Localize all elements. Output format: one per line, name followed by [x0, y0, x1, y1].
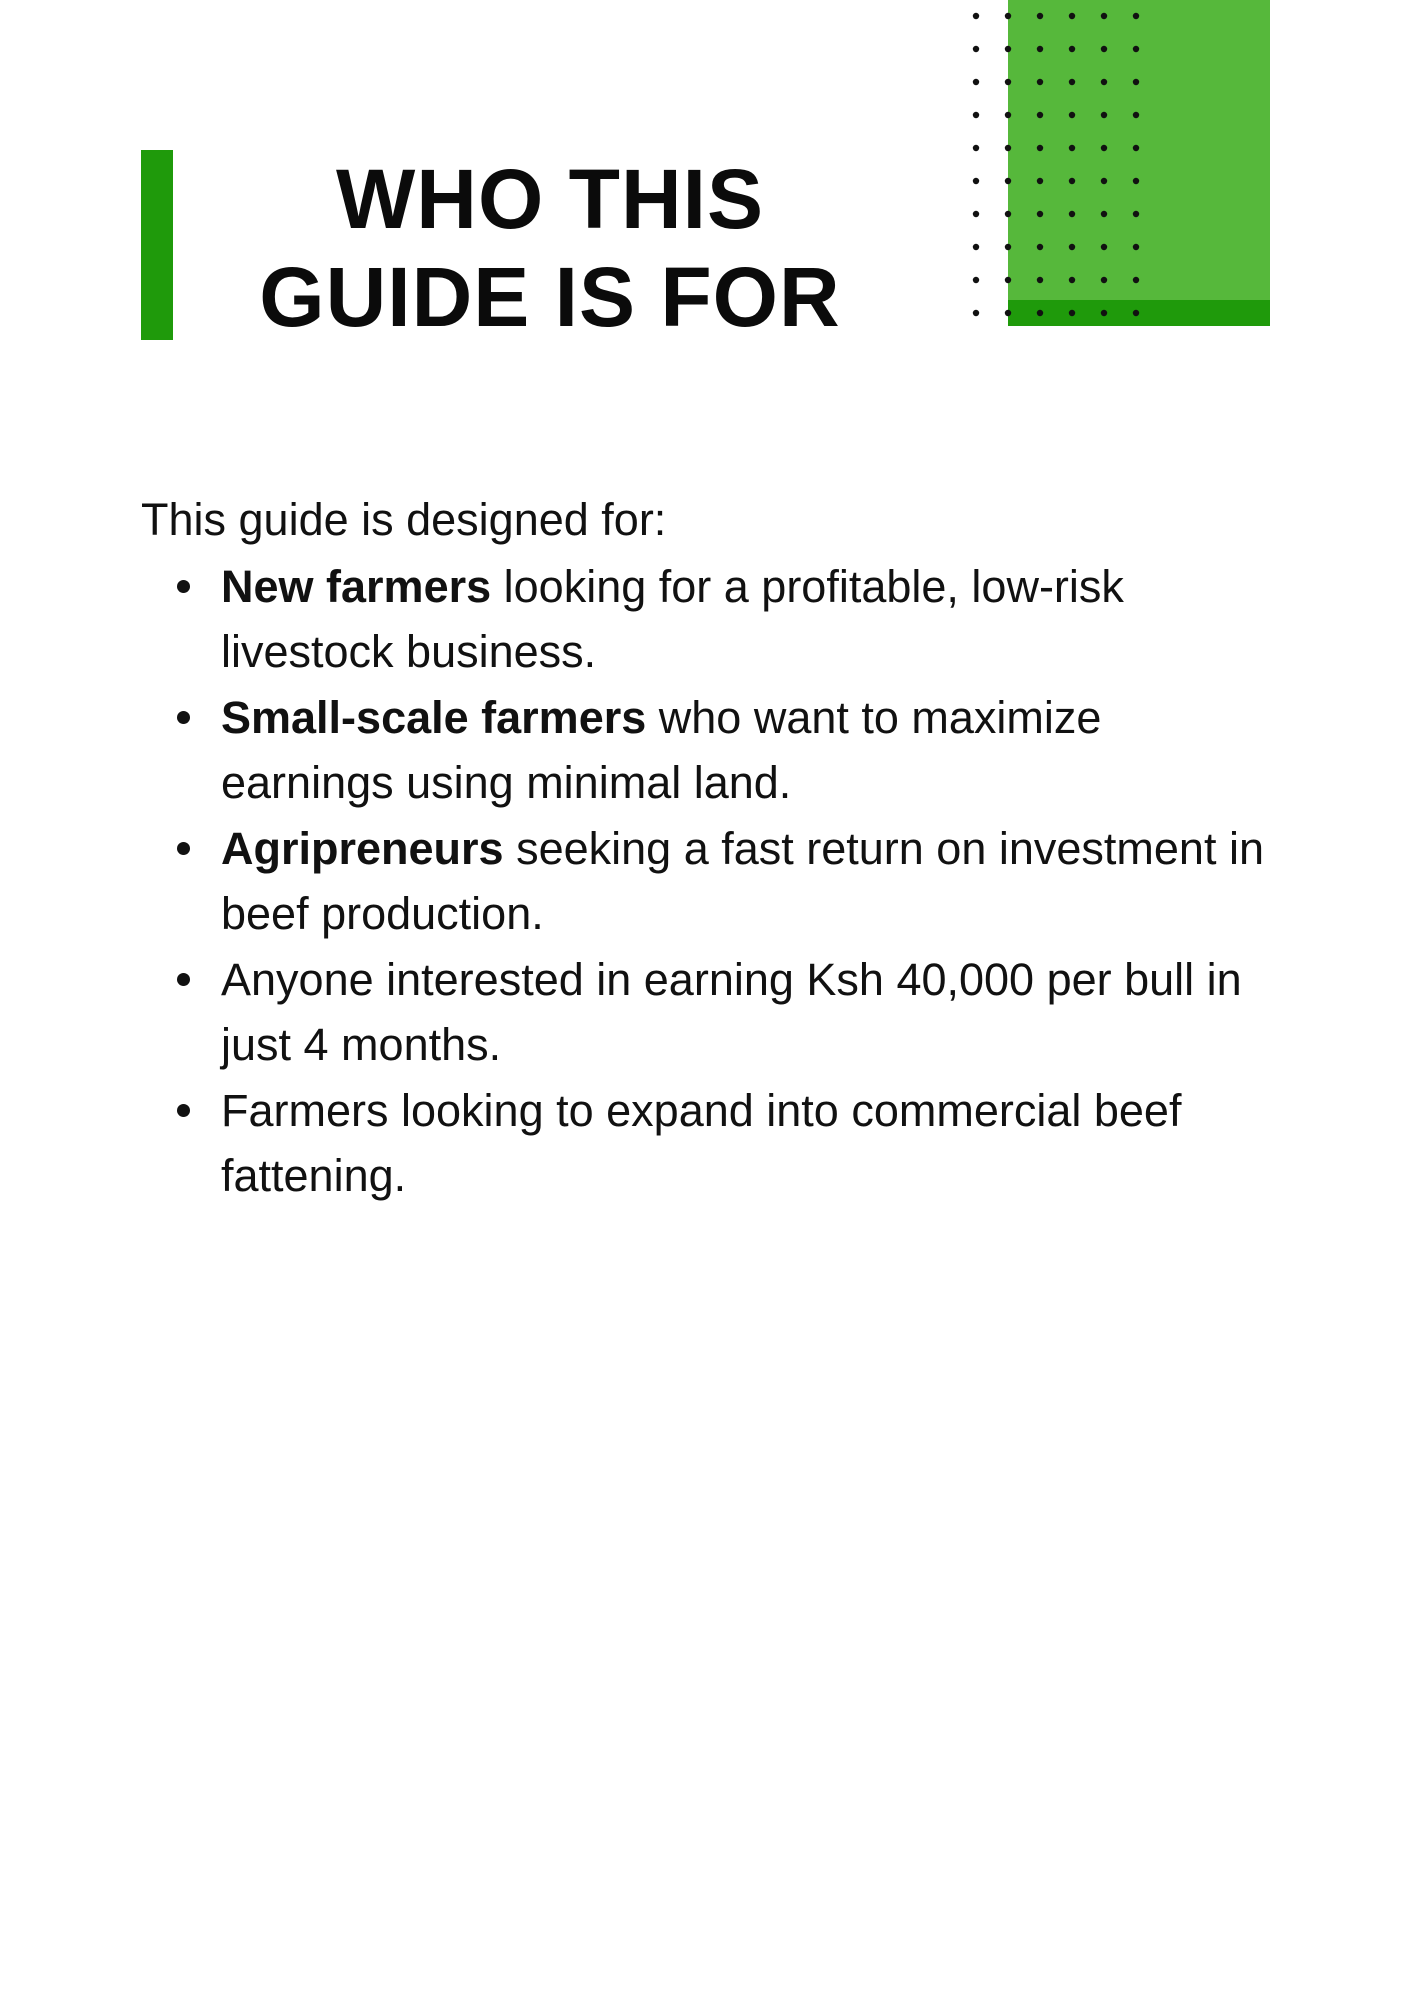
decorative-dot [1037, 178, 1043, 184]
list-item-text: who want to maximize earnings using minimal land. [221, 692, 1102, 808]
decorative-dot [1101, 112, 1107, 118]
page-title [240, 150, 860, 346]
page-title-line-2: GUIDE IS FOR [259, 250, 841, 344]
decorative-dot [1005, 178, 1011, 184]
list-item [221, 947, 1271, 1077]
decorative-dot [973, 145, 979, 151]
list-item [221, 554, 1271, 684]
decorative-dot [973, 310, 979, 316]
decorative-dot [1069, 178, 1075, 184]
decorative-dot [973, 46, 979, 52]
bullet-icon [177, 711, 190, 724]
bullet-icon [177, 580, 190, 593]
decorative-dot [1037, 79, 1043, 85]
decorative-dot [1101, 13, 1107, 19]
decorative-dot [1101, 79, 1107, 85]
decorative-dot [1133, 310, 1139, 316]
list-item [221, 1078, 1271, 1208]
list-item [221, 685, 1271, 815]
decorative-dot [1069, 310, 1075, 316]
main-content [141, 490, 1271, 1209]
decorative-dot [1005, 13, 1011, 19]
decorative-dot [1133, 178, 1139, 184]
decorative-dot [1133, 244, 1139, 250]
decorative-dot [1005, 145, 1011, 151]
audience-list [141, 554, 1271, 1208]
decorative-dot [1037, 211, 1043, 217]
decorative-dot [973, 277, 979, 283]
decorative-dot [1101, 46, 1107, 52]
decorative-dot [1101, 145, 1107, 151]
list-item-text: looking for a profitable, low-risk livestock business. [221, 561, 1124, 677]
decorative-dot [1037, 310, 1043, 316]
list-item [221, 816, 1271, 946]
list-item-bold: New farmers [221, 561, 492, 612]
decorative-dot [1037, 244, 1043, 250]
decorative-dot [1005, 211, 1011, 217]
list-item-bold: Agripreneurs [221, 823, 504, 874]
decorative-dot [973, 112, 979, 118]
bullet-icon [177, 1104, 190, 1117]
bullet-icon [177, 842, 190, 855]
decorative-dot [1133, 145, 1139, 151]
page-title-line-1: WHO THIS [336, 152, 764, 246]
decorative-dot [1037, 112, 1043, 118]
decorative-dot [973, 244, 979, 250]
list-item-text: Anyone interested in earning Ksh 40,000 per bull in just 4 months. [221, 954, 1242, 1070]
decorative-dot [1005, 79, 1011, 85]
decorative-dot [973, 13, 979, 19]
decorative-dot [1037, 145, 1043, 151]
decorative-dot [1037, 277, 1043, 283]
decorative-dot [1037, 46, 1043, 52]
decorative-dot [1069, 13, 1075, 19]
decorative-dot [1005, 310, 1011, 316]
decorative-dot [1133, 13, 1139, 19]
decorative-dot [1069, 79, 1075, 85]
decorative-dot [1101, 178, 1107, 184]
decorative-dot [1133, 112, 1139, 118]
title-accent-bar [141, 150, 173, 340]
list-item-text: seeking a fast return on investment in beef production. [221, 823, 1264, 939]
list-item-text: Farmers looking to expand into commercial beef fattening. [221, 1085, 1182, 1201]
decorative-dot [1005, 112, 1011, 118]
list-item-bold: Small-scale farmers [221, 692, 647, 743]
decorative-dot [1069, 244, 1075, 250]
decorative-dot [1005, 277, 1011, 283]
decorative-dot [1037, 13, 1043, 19]
decorative-dot [1101, 244, 1107, 250]
decorative-dot [1069, 46, 1075, 52]
intro-text: This guide is designed for: [141, 494, 667, 545]
bullet-icon [177, 973, 190, 986]
decorative-dot [1005, 244, 1011, 250]
decorative-dot [1101, 277, 1107, 283]
decorative-dot [1005, 46, 1011, 52]
decorative-dot [1069, 211, 1075, 217]
decorative-dot [1133, 211, 1139, 217]
decorative-dot [973, 178, 979, 184]
decorative-dot [1101, 310, 1107, 316]
decorative-dot [1133, 46, 1139, 52]
decorative-dot [973, 211, 979, 217]
decorative-dot [973, 79, 979, 85]
decorative-dot [1069, 112, 1075, 118]
decorative-dot [1133, 79, 1139, 85]
decorative-dot [1101, 211, 1107, 217]
decorative-dot [1069, 145, 1075, 151]
decorative-dot [1069, 277, 1075, 283]
decorative-dot [1133, 277, 1139, 283]
decorative-dot-grid [970, 8, 1150, 318]
